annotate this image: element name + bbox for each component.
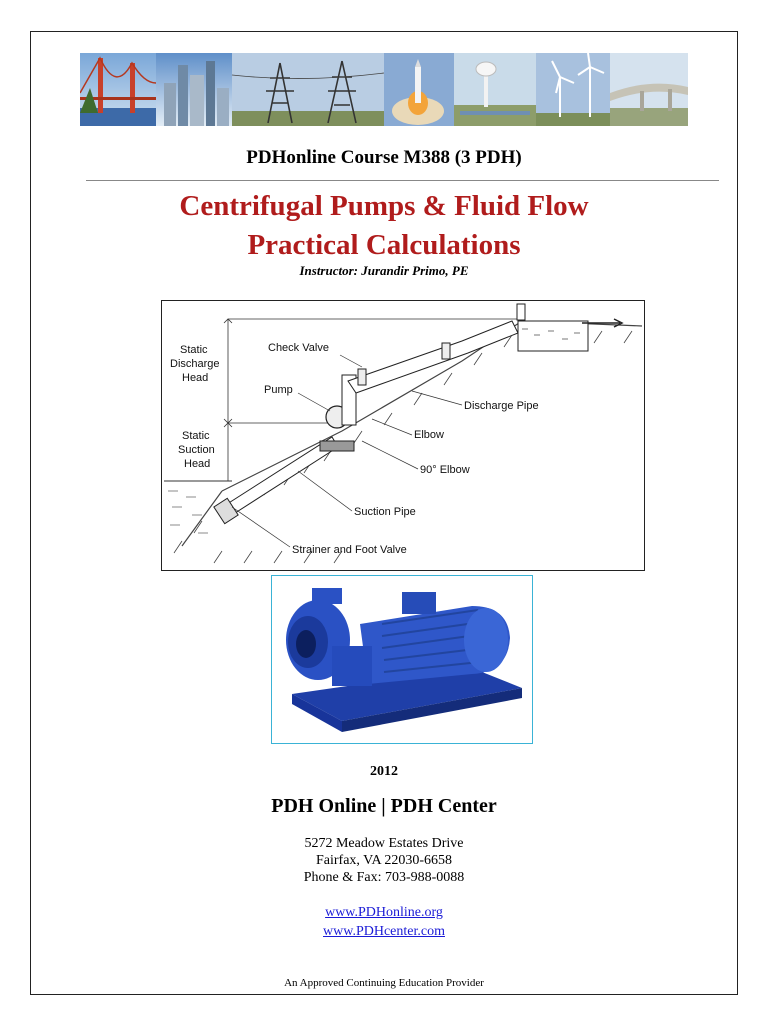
banner-city <box>156 53 232 126</box>
header-banner <box>80 53 688 126</box>
pump-system-diagram <box>161 300 645 571</box>
suction-pipe <box>214 437 338 524</box>
label-elbow: Elbow <box>414 429 444 441</box>
banner-wind-turbines <box>536 53 610 126</box>
label-check-valve: Check Valve <box>268 342 329 354</box>
banner-pylons <box>232 53 384 126</box>
discharge-pipe <box>348 304 525 393</box>
pump-photo <box>271 575 533 744</box>
organization-name: PDH Online | PDH Center <box>271 795 497 817</box>
address-line-2: Fairfax, VA 22030-6658 <box>316 853 452 868</box>
footer-text: An Approved Continuing Education Provider <box>284 977 484 989</box>
ground-hatching <box>174 321 642 563</box>
label-discharge-head-3: Head <box>182 372 209 384</box>
label-90-elbow: 90° Elbow <box>420 464 470 476</box>
address-line-1: 5272 Meadow Estates Drive <box>304 836 464 851</box>
outlet-tank <box>518 319 622 351</box>
label-suction-head-1: Static <box>182 430 210 442</box>
banner-bridge <box>80 53 156 126</box>
label-pump: Pump <box>264 384 293 396</box>
label-discharge-pipe: Discharge Pipe <box>464 400 539 412</box>
label-suction-head-2: Suction <box>178 444 215 456</box>
label-strainer: Strainer and Foot Valve <box>292 544 407 556</box>
link-pdhcenter[interactable]: www.PDHcenter.com <box>323 924 445 939</box>
label-discharge-head-1: Static <box>180 344 208 356</box>
label-suction-pipe: Suction Pipe <box>354 506 416 518</box>
year: 2012 <box>370 764 398 779</box>
instructor: Instructor: Jurandir Primo, PE <box>299 263 469 278</box>
label-suction-head-3: Head <box>184 458 211 470</box>
title-line-2: Practical Calculations <box>247 229 521 261</box>
title-line-1: Centrifugal Pumps & Fluid Flow <box>179 190 589 222</box>
banner-water-tower <box>454 53 536 126</box>
label-discharge-head-2: Discharge <box>170 358 220 370</box>
divider <box>86 180 719 181</box>
link-pdhonline[interactable]: www.PDHonline.org <box>325 905 443 920</box>
phone-fax: Phone & Fax: 703-988-0088 <box>303 870 465 885</box>
banner-rocket <box>384 53 454 126</box>
banner-highway <box>610 53 688 126</box>
course-code: PDHonline Course M388 (3 PDH) <box>246 147 522 168</box>
